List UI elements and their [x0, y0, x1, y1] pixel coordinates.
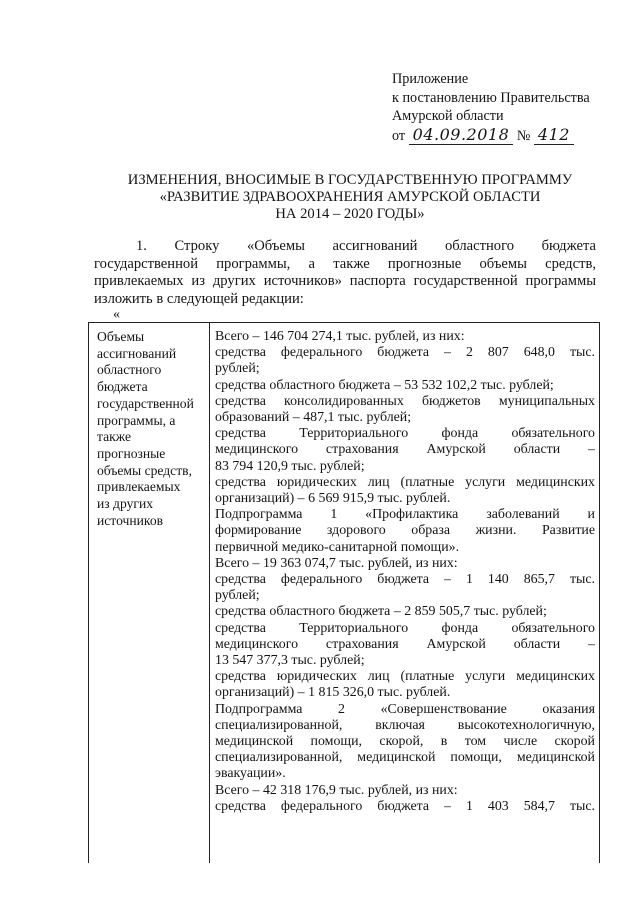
date-prefix: от — [392, 127, 406, 144]
table-label-line: из других — [97, 496, 154, 512]
table-content-line: первичной медико-санитарной помощи». — [215, 539, 460, 555]
approval-line: к постановлению Правительства — [392, 89, 590, 106]
table-label-line: программы, а — [97, 412, 176, 428]
table-label-line: областного — [97, 362, 162, 378]
approval-line: Приложение — [392, 71, 469, 87]
table-content-line: организаций) – 1 815 326,0 тыс. рублей. — [215, 685, 451, 701]
intro-paragraph — [94, 238, 596, 308]
table-content-line: Подпрограмма 1 «Профилактика заболеваний и — [215, 507, 595, 523]
table-content-line: средства Территориального фонда обязательного — [215, 620, 595, 636]
table-label-line: государственной — [97, 395, 194, 411]
intro-line: привлекаемых из других источников» паспорта государственной программы — [94, 273, 596, 289]
approval-line: Амурской области — [392, 108, 504, 124]
approval-date-line — [392, 126, 632, 146]
table-content-line: Подпрограмма 2 «Совершенствование оказания — [215, 701, 595, 717]
table-content-line: медицинского страхования Амурской области – — [215, 442, 595, 458]
table-content-line: организаций) – 6 569 915,9 тыс. рублей. — [215, 491, 451, 507]
table-content-line: рублей; — [215, 361, 260, 377]
table-content-line: рублей; — [215, 588, 260, 604]
table-label-line: Объемы — [97, 329, 145, 344]
approval-block — [392, 70, 632, 145]
handwritten-number: 412 — [534, 125, 574, 145]
table-content-line: средства областного бюджета – 53 532 102,2 тыс. рублей; — [215, 377, 554, 393]
document-heading — [100, 172, 600, 223]
table-content-line: медицинского страхования Амурской области – — [215, 636, 595, 652]
intro-line: государственной программы, а также прогнозные объемы средств, — [94, 255, 596, 272]
table-content-cell — [215, 329, 595, 815]
table-content-line: эвакуации». — [215, 766, 286, 782]
table-content-line: медицинской помощи, скорой, в том числе скорой — [215, 734, 595, 750]
heading-line: НА 2014 – 2020 ГОДЫ» — [275, 206, 425, 222]
handwritten-date: 04.09.2018 — [409, 125, 514, 145]
heading-line: ИЗМЕНЕНИЯ, ВНОСИМЫЕ В ГОСУДАРСТВЕННУЮ ПРОГРАММУ — [127, 172, 573, 188]
passport-table — [88, 322, 600, 863]
table-content-line: средства Территориального фонда обязательного — [215, 426, 595, 442]
number-sign: № — [516, 127, 531, 144]
table-content-line: средства юридических лиц (платные услуги медицинских — [215, 474, 595, 490]
table-label-line: ассигнований — [97, 345, 177, 361]
table-content-line: специализированной, включая высокотехнологичную, — [215, 717, 595, 733]
table-content-line: средства консолидированных бюджетов муниципальных — [215, 393, 595, 409]
heading-line: «РАЗВИТИЕ ЗДРАВООХРАНЕНИЯ АМУРСКОЙ ОБЛАСТИ — [159, 189, 541, 205]
column-divider — [209, 323, 210, 863]
table-content-line: средства федерального бюджета – 1 140 865,7 тыс. — [215, 572, 595, 588]
table-label-line: объемы средств, — [97, 462, 192, 478]
table-content-line: формирование здорового образа жизни. Развитие — [215, 523, 595, 539]
table-content-line: средства юридических лиц (платные услуги медицинских — [215, 669, 595, 685]
table-content-line: средства областного бюджета – 2 859 505,7 тыс. рублей; — [215, 604, 547, 620]
opening-quote-mark: « — [113, 307, 120, 322]
table-label-line: бюджета — [97, 379, 148, 395]
table-label-line: привлекаемых — [97, 479, 181, 495]
table-content-line: образований – 487,1 тыс. рублей; — [215, 410, 412, 426]
table-content-line: 13 547 377,3 тыс. рублей; — [215, 653, 365, 669]
table-label-cell — [97, 329, 209, 529]
table-label-line: также — [97, 429, 131, 445]
table-label-line: источников — [97, 512, 164, 528]
table-content-line: специализированной, медицинской помощи, медицинской — [215, 750, 595, 766]
table-content-line: средства федерального бюджета – 2 807 648,0 тыс. — [215, 345, 595, 361]
table-content-line: Всего – 146 704 274,1 тыс. рублей, из них: — [215, 329, 465, 344]
table-content-line: 83 794 120,9 тыс. рублей; — [215, 458, 365, 474]
table-content-line: средства федерального бюджета – 1 403 584,7 тыс. — [215, 798, 595, 814]
table-content-line: Всего – 42 318 176,9 тыс. рублей, из них: — [215, 782, 458, 798]
intro-line: изложить в следующей редакции: — [94, 290, 304, 307]
intro-line: 1. Строку «Объемы ассигнований областного бюджета — [136, 238, 596, 254]
table-content-line: Всего – 19 363 074,7 тыс. рублей, из них: — [215, 555, 458, 571]
table-label-line: прогнозные — [97, 445, 166, 461]
